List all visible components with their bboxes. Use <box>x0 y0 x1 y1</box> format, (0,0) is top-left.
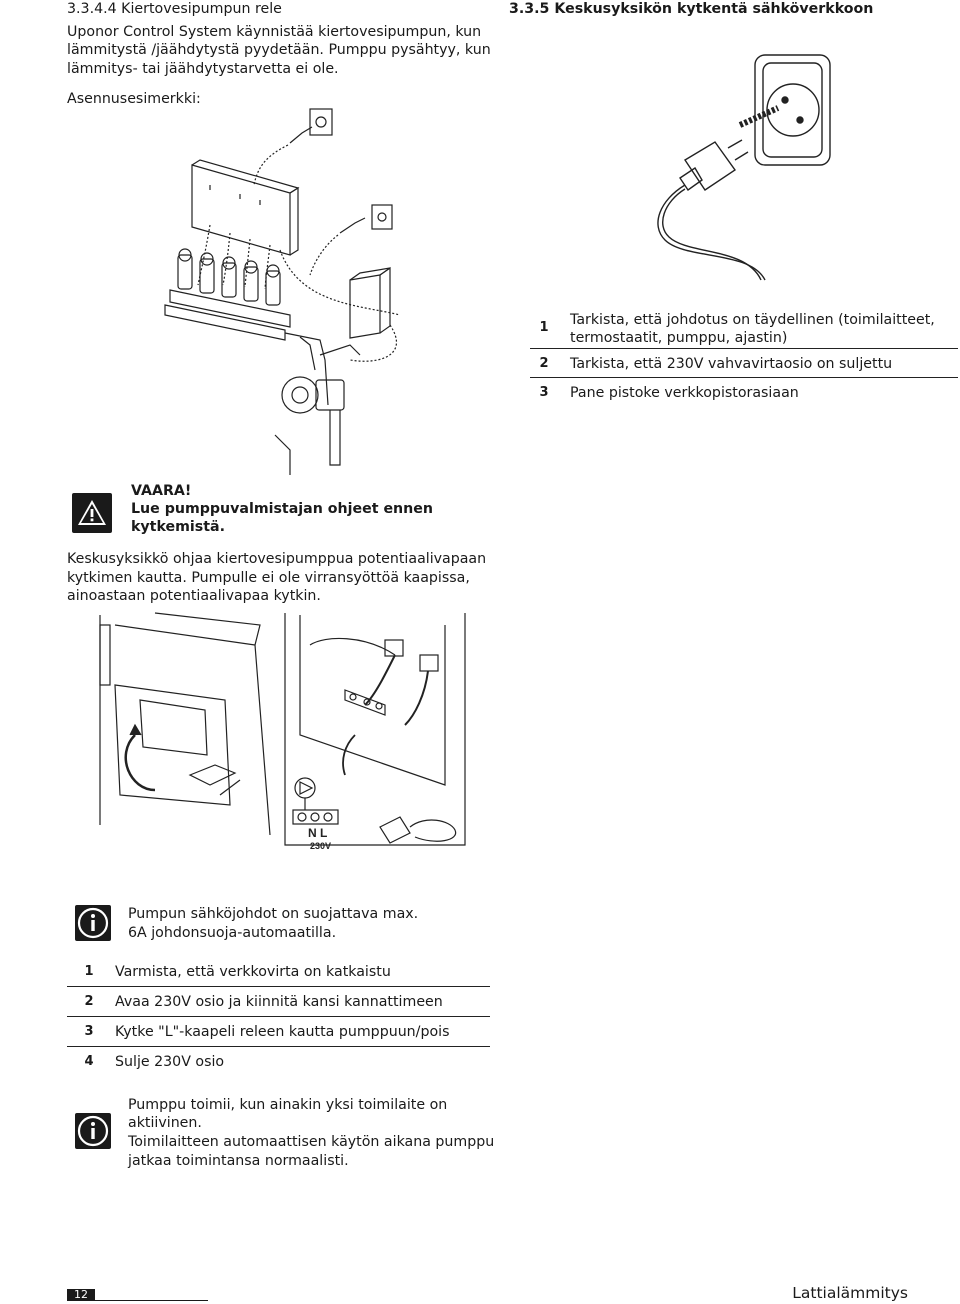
step-divider <box>67 1046 490 1047</box>
section-heading-mains-connection: 3.3.5 Keskusyksikön kytkentä sähköverkkoon <box>509 1 874 17</box>
terminal-label-n-l: N L <box>308 826 328 840</box>
footer-line <box>95 1300 208 1301</box>
step-3-text: Kytke "L"-kaapeli releen kautta pumppuun/pois <box>115 1024 450 1040</box>
step-divider <box>530 377 958 378</box>
example-label: Asennusesimerkki: <box>67 91 201 107</box>
footer-section-title: Lattialämmitys <box>792 1284 908 1302</box>
pump-wiring-illustration <box>95 605 475 855</box>
info2-line-4: jatkaa toimintansa normaalisti. <box>128 1153 349 1169</box>
info-icon <box>75 905 111 941</box>
plug-socket-illustration <box>640 50 840 290</box>
intro-line-1: Uponor Control System käynnistää kiertovesipumpun, kun <box>67 24 482 40</box>
step-num-1: 1 <box>84 964 94 979</box>
page-number: 12 <box>74 1288 88 1301</box>
step-divider <box>67 1016 490 1017</box>
section-heading-pump-relay: 3.3.4.4 Kiertovesipumpun rele <box>67 1 282 17</box>
mains-step-3-text: Pane pistoke verkkopistorasiaan <box>570 385 799 401</box>
intro-line-3: lämmitys- tai jäähdytystarvetta ei ole. <box>67 61 339 77</box>
info1-line-1: Pumpun sähköjohdot on suojattava max. <box>128 906 419 922</box>
mains-step-num-2: 2 <box>539 356 549 371</box>
step-divider <box>67 986 490 987</box>
warning-title: VAARA! <box>131 483 192 499</box>
step-num-4: 4 <box>84 1054 94 1069</box>
step-2-text: Avaa 230V osio ja kiinnitä kansi kannattimeen <box>115 994 443 1010</box>
info-icon <box>75 1113 111 1149</box>
step-4-text: Sulje 230V osio <box>115 1054 225 1070</box>
info1-line-2: 6A johdonsuoja-automaatilla. <box>128 925 337 941</box>
mains-step-2-text: Tarkista, että 230V vahvavirtaosio on suljettu <box>570 356 893 372</box>
body-line-2: kytkimen kautta. Pumpulle ei ole virransyöttöä kaapissa, <box>67 570 470 586</box>
warning-icon <box>72 493 112 533</box>
info2-line-1: Pumppu toimii, kun ainakin yksi toimilaite on <box>128 1097 448 1113</box>
step-1-text: Varmista, että verkkovirta on katkaistu <box>115 964 391 980</box>
mains-step-1-line-1: Tarkista, että johdotus on täydellinen (toimilaitteet, <box>570 312 935 328</box>
warning-line-1: Lue pumppuvalmistajan ohjeet ennen <box>131 501 433 517</box>
mains-step-num-1: 1 <box>539 320 549 335</box>
info2-line-2: aktiivinen. <box>128 1115 202 1131</box>
installation-example-illustration <box>150 105 440 485</box>
intro-line-2: lämmitystä /jäähdytystä pyydetään. Pumppu pysähtyy, kun <box>67 42 491 58</box>
page-number-badge <box>67 1289 95 1301</box>
body-line-3: ainoastaan potentiaalivapaa kytkin. <box>67 588 321 604</box>
warning-line-2: kytkemistä. <box>131 519 225 535</box>
step-divider <box>530 348 958 349</box>
step-num-3: 3 <box>84 1024 94 1039</box>
terminal-label-voltage: 230V <box>310 841 332 851</box>
mains-step-1-line-2: termostaatit, pumppu, ajastin) <box>570 330 788 346</box>
body-line-1: Keskusyksikkö ohjaa kiertovesipumppua potentiaalivapaan <box>67 551 487 567</box>
step-num-2: 2 <box>84 994 94 1009</box>
info2-line-3: Toimilaitteen automaattisen käytön aikana pumppu <box>128 1134 495 1150</box>
mains-step-num-3: 3 <box>539 385 549 400</box>
